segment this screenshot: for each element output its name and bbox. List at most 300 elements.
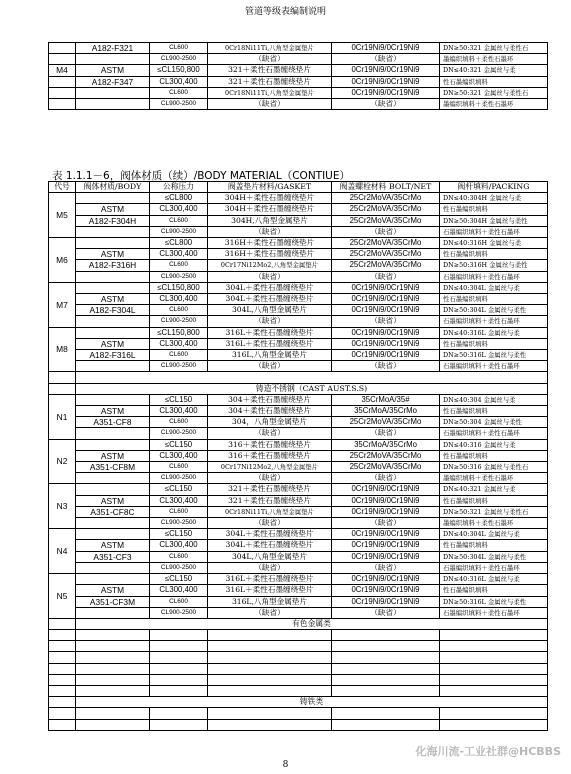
pressure-cell: CL900-2500 [150,271,208,282]
table-row [49,529,548,540]
bolt-cell: （缺省） [332,428,440,439]
table-row [49,394,548,405]
gasket-cell: 304L,八角型金属垫片 [208,305,332,316]
header-packing: 阀杆填料/PACKING [440,182,548,193]
pressure-cell [150,652,208,663]
bolt-cell: 0Cr19Ni9/0Cr19Ni9 [332,596,440,607]
packing-cell: DN≤40:321 金属丝与柔 [440,484,548,495]
gasket-cell: （缺省） [208,54,332,65]
material-cell [76,226,150,237]
pressure-cell: ≤CL150,800 [150,327,208,338]
material-cell [76,54,150,65]
pressure-cell: CL600 [150,350,208,361]
gasket-cell: 316H＋柔性石墨缠绕垫片 [208,238,332,249]
bolt-cell: 0Cr19Ni9/0Cr19Ni9 [332,43,440,54]
bolt-cell [332,686,440,697]
table-row [49,226,548,237]
code-cell: M4 [49,65,76,76]
gasket-cell: （缺省） [208,428,332,439]
pressure-cell [150,641,208,652]
code-cell: M6 [49,238,76,283]
bolt-cell: 0Cr19Ni9/0Cr19Ni9 [332,506,440,517]
bolt-cell: 25Cr2MoVA/35CrMo [332,417,440,428]
packing-cell: DN≥50:316L 金属丝与柔性 [440,596,548,607]
bolt-cell: 0Cr19Ni9/0Cr19Ni9 [332,529,440,540]
table-row [49,327,548,338]
code-cell: M5 [49,193,76,238]
table-row [49,316,548,327]
packing-cell: 石墨编织填料＋柔性石墨环 [440,562,548,573]
packing-cell: 性石墨编织填料 [440,450,548,461]
bolt-cell: 25Cr2MoVA/35CrMo [332,215,440,226]
material-cell [76,686,150,697]
gasket-cell: 316L＋柔性石墨缠绕垫片 [208,327,332,338]
pressure-cell: CL600 [150,305,208,316]
pressure-cell: CL300,400 [150,249,208,260]
bolt-cell: 25Cr2MoVA/35CrMo [332,204,440,215]
pressure-cell: CL600 [150,417,208,428]
code-cell [49,674,76,685]
table-row [49,99,548,110]
gasket-cell: 304L＋柔性石墨缠绕垫片 [208,282,332,293]
gasket-cell: 304H＋柔性石墨缠绕垫片 [208,193,332,204]
packing-cell [440,674,548,685]
material-cell [76,484,150,495]
top-continuation-table [48,42,548,110]
bolt-cell: （缺省） [332,54,440,65]
code-cell [49,383,76,394]
material-cell: A182-F304H [76,215,150,226]
packing-cell: 性石墨编织填料 [440,294,548,305]
packing-cell: DN≤40:316L 金属丝与柔 [440,574,548,585]
material-cell [76,238,150,249]
bolt-cell: 0Cr19Ni9/0Cr19Ni9 [332,65,440,76]
bolt-cell [332,652,440,663]
packing-cell: DN≤40:304 金属丝与柔 [440,394,548,405]
material-cell: A351-CF8M [76,462,150,473]
table-row [49,361,548,372]
table-row [49,305,548,316]
code-cell [49,618,76,629]
bolt-cell: （缺省） [332,361,440,372]
gasket-cell: 304，八角型金属垫片 [208,417,332,428]
gasket-cell: 304L＋柔性石墨缠绕垫片 [208,529,332,540]
packing-cell: 性石墨编织填料 [440,585,548,596]
pressure-cell [150,686,208,697]
gasket-cell: 0Cr17Ni12Mo2,八角型金属垫片 [208,260,332,271]
bolt-cell: 25Cr2MoVA/35CrMo [332,462,440,473]
bolt-cell: （缺省） [332,518,440,529]
packing-cell: 石墨编织填料＋柔性石墨环 [440,607,548,618]
pressure-cell [150,708,208,719]
table-row [49,439,548,450]
pressure-cell: CL900-2500 [150,428,208,439]
bolt-cell: （缺省） [332,226,440,237]
packing-cell: 性石墨编织填料 [440,204,548,215]
gasket-cell [208,708,332,719]
packing-cell: DN≥50:304L 金属丝与柔性 [440,305,548,316]
gasket-cell: 321＋柔性石墨缠绕垫片 [208,495,332,506]
packing-cell: 石墨编织填料＋柔性石墨环 [440,271,548,282]
empty-row [49,641,548,652]
bolt-cell: 0Cr19Ni9/0Cr19Ni9 [332,484,440,495]
body-material-table [48,181,548,731]
code-cell: N2 [49,439,76,484]
table-row [49,54,548,65]
gasket-cell: （缺省） [208,99,332,110]
pressure-cell: CL300,400 [150,294,208,305]
table-row [49,450,548,461]
packing-cell [440,641,548,652]
gasket-cell [208,686,332,697]
pressure-cell: CL300,400 [150,76,208,87]
pressure-cell: CL900-2500 [150,562,208,573]
packing-cell: DN≤40:316H 金属丝与柔 [440,238,548,249]
material-cell [76,361,150,372]
material-cell: ASTM [76,540,150,551]
material-cell: ASTM [76,338,150,349]
pressure-cell: ≤CL800 [150,238,208,249]
bolt-cell [332,663,440,674]
packing-cell: 石墨编织填料＋柔性石墨环 [440,428,548,439]
bolt-cell: 35CrMoA/35CrMo [332,406,440,417]
material-cell [76,630,150,641]
gasket-cell: 321＋柔性石墨缠绕垫片 [208,65,332,76]
packing-cell: DN≥50:304L 金属丝与柔性 [440,551,548,562]
bolt-cell: 0Cr19Ni9/0Cr19Ni9 [332,350,440,361]
code-cell: N5 [49,574,76,619]
bolt-cell: 0Cr19Ni9/0Cr19Ni9 [332,540,440,551]
table-row [49,495,548,506]
pressure-cell: CL600 [150,260,208,271]
pressure-cell: CL600 [150,215,208,226]
pressure-cell: CL900-2500 [150,473,208,484]
table-row [49,87,548,98]
packing-cell: DN≥50:321 金属丝与柔性石 [440,43,548,54]
gasket-cell: 304L＋柔性石墨缠绕垫片 [208,540,332,551]
packing-cell [440,652,548,663]
table-row [49,574,548,585]
bolt-cell: 0Cr19Ni9/0Cr19Ni9 [332,585,440,596]
packing-cell: 石墨编织填料＋柔性石墨环 [440,316,548,327]
table-row [49,506,548,517]
bolt-cell: 25Cr2MoVA/35CrMo [332,249,440,260]
gasket-cell [208,663,332,674]
material-cell [76,271,150,282]
table-row [49,484,548,495]
pressure-cell: ≤CL150,800 [150,282,208,293]
gasket-cell: 316L＋柔性石墨缠绕垫片 [208,338,332,349]
pressure-cell: CL600 [150,87,208,98]
pressure-cell: CL900-2500 [150,361,208,372]
packing-cell: 墨编织填料＋柔性石墨环 [440,99,548,110]
packing-cell: 性石墨编织填料 [440,495,548,506]
header-body: 阀体材质/BODY [76,182,150,193]
packing-cell: DN≥50:316H 金属丝与柔性 [440,260,548,271]
gasket-cell: 321＋柔性石墨缠绕垫片 [208,484,332,495]
gasket-cell: 316L,八角型金属垫片 [208,596,332,607]
material-cell [76,708,150,719]
table-row [49,204,548,215]
bolt-cell: 25Cr2MoVA/35CrMo [332,238,440,249]
pressure-cell [150,630,208,641]
table-row [49,562,548,573]
gasket-cell: 316＋柔性石墨缠绕垫片 [208,439,332,450]
table-row [49,596,548,607]
gasket-cell: 0Cr18Ni11Ti,八角型金属垫片 [208,43,332,54]
pressure-cell: CL300,400 [150,338,208,349]
table-row [49,215,548,226]
packing-cell: DN≤40:304L 金属丝与柔 [440,529,548,540]
blank-row [49,372,548,383]
table-row [49,540,548,551]
code-cell [49,708,76,719]
pressure-cell: ≤CL150 [150,484,208,495]
material-cell [76,719,150,730]
header-pressure: 公称压力 [150,182,208,193]
table-row [49,294,548,305]
table-row [49,406,548,417]
material-cell [76,439,150,450]
code-cell [49,372,76,383]
bolt-cell: 25Cr2MoVA/35CrMo [332,260,440,271]
pressure-cell: ≤CL150 [150,574,208,585]
bolt-cell [332,708,440,719]
material-cell [76,193,150,204]
pressure-cell [150,674,208,685]
castiron-section-title: 铸铁类 [76,697,548,708]
pressure-cell: CL900-2500 [150,518,208,529]
bolt-cell: 0Cr19Ni9/0Cr19Ni9 [332,551,440,562]
empty-row [49,708,548,719]
code-cell [49,663,76,674]
bolt-cell: 0Cr19Ni9/0Cr19Ni9 [332,282,440,293]
gasket-cell: 304H＋柔性石墨缠绕垫片 [208,204,332,215]
gasket-cell [208,630,332,641]
gasket-cell: 304H,八角型金属垫片 [208,215,332,226]
table-row [49,585,548,596]
code-cell [49,43,76,54]
bolt-cell: （缺省） [332,271,440,282]
packing-cell [440,630,548,641]
table-row [49,417,548,428]
pressure-cell: CL300,400 [150,406,208,417]
empty-row [49,686,548,697]
gasket-cell: 304＋柔性石墨缠绕垫片 [208,406,332,417]
code-cell [49,99,76,110]
table-row [49,260,548,271]
material-cell [76,663,150,674]
packing-cell: DN≤40:304H 金属丝与柔 [440,193,548,204]
material-cell: ASTM [76,450,150,461]
pressure-cell: CL600 [150,462,208,473]
pressure-cell: CL600 [150,43,208,54]
gasket-cell: （缺省） [208,473,332,484]
bolt-cell: 0Cr19Ni9/0Cr19Ni9 [332,76,440,87]
section-title-row [49,697,548,708]
pressure-cell: ≤CL150 [150,394,208,405]
material-cell: A182-F316L [76,350,150,361]
pressure-cell: CL600 [150,551,208,562]
header-title: 管道等级表编制说明 [244,7,326,17]
material-cell [76,473,150,484]
gasket-cell [208,674,332,685]
table-row [49,76,548,87]
packing-cell: DN≤40:304L 金属丝与柔 [440,282,548,293]
material-cell: A351-CF8C [76,506,150,517]
packing-cell [440,686,548,697]
material-cell [76,99,150,110]
bolt-cell [332,674,440,685]
packing-cell: 性石墨编织填料 [440,338,548,349]
gasket-cell: 316L＋柔性石墨缠绕垫片 [208,574,332,585]
table-row [49,462,548,473]
packing-cell: 性石墨编织填料 [440,406,548,417]
code-cell: M8 [49,327,76,372]
material-cell: A182-F316H [76,260,150,271]
bolt-cell: 0Cr19Ni9/0Cr19Ni9 [332,495,440,506]
packing-cell: 性石墨编织填料 [440,76,548,87]
bolt-cell: （缺省） [332,473,440,484]
packing-cell: 墨编织填料＋柔性石墨环 [440,518,548,529]
bolt-cell: 0Cr19Ni9/0Cr19Ni9 [332,338,440,349]
material-cell [76,394,150,405]
material-cell: ASTM [76,249,150,260]
material-cell [76,327,150,338]
table-row [49,43,548,54]
material-cell [76,641,150,652]
pressure-cell: CL900-2500 [150,54,208,65]
gasket-cell: 316L,八角型金属垫片 [208,350,332,361]
packing-cell [440,708,548,719]
gasket-cell: （缺省） [208,562,332,573]
table-row [49,238,548,249]
gasket-cell: （缺省） [208,271,332,282]
bolt-cell: 0Cr19Ni9/0Cr19Ni9 [332,327,440,338]
code-cell: N1 [49,394,76,439]
gasket-cell: 0Cr18Ni11Ti,八角型金属垫片 [208,87,332,98]
gasket-cell: （缺省） [208,361,332,372]
header-bolt: 阀盖螺栓材料 BOLT/NET [332,182,440,193]
packing-cell [440,663,548,674]
bolt-cell: 25Cr2MoVA/35CrMo [332,450,440,461]
header-code: 代号 [49,182,76,193]
material-cell [76,518,150,529]
table-row [49,282,548,293]
bolt-cell: （缺省） [332,607,440,618]
packing-cell: DN≥50:321 金属丝与柔性石 [440,87,548,98]
material-cell [76,428,150,439]
gasket-cell: 0Cr17Ni12Mo2,八角型金属垫片 [208,462,332,473]
gasket-cell: （缺省） [208,316,332,327]
material-cell: ASTM [76,204,150,215]
packing-cell: DN≥50:316 金属丝与柔性石 [440,462,548,473]
packing-cell: 墨编织填料＋柔性石墨环 [440,473,548,484]
packing-cell: DN≥50:316L 金属丝与柔性 [440,350,548,361]
bolt-cell: 0Cr19Ni9/0Cr19Ni9 [332,87,440,98]
material-cell [76,607,150,618]
gasket-cell: 316L＋柔性石墨缠绕垫片 [208,585,332,596]
table-caption: 表 1.1.1－6，阀体材质（续）/BODY MATERIAL（CONTIUE） [52,170,350,182]
table-row [49,518,548,529]
gasket-cell: 304L＋柔性石墨缠绕垫片 [208,294,332,305]
pressure-cell: CL300,400 [150,204,208,215]
packing-cell: 石墨编织填料＋柔性石墨环 [440,226,548,237]
bolt-cell: 35CrMoA/35CrMo [332,439,440,450]
material-cell: A351-CF3M [76,596,150,607]
bolt-cell: （缺省） [332,316,440,327]
bolt-cell: 25Cr2MoVA/35CrMo [332,193,440,204]
material-cell: ASTM [76,294,150,305]
packing-cell: 墨编织填料＋柔性石墨环 [440,54,548,65]
bolt-cell [332,719,440,730]
packing-cell: DN≥50:304H 金属丝与柔性 [440,215,548,226]
section-title-row [49,383,548,394]
pressure-cell: CL300,400 [150,495,208,506]
table-row [49,249,548,260]
pressure-cell [150,719,208,730]
cast-section-title: 铸造不锈钢（CAST AUST.S.S) [76,383,548,394]
table-row [49,473,548,484]
pressure-cell: CL600 [150,596,208,607]
watermark: 化海川流-工业社群@HCBBS [415,745,561,758]
bolt-cell: 35CrMoA/35# [332,394,440,405]
pressure-cell: ≤CL150,800 [150,65,208,76]
gasket-cell: 0Cr18Ni11Ti,八角型金属垫片 [208,506,332,517]
code-cell [49,641,76,652]
packing-cell: 性石墨编织填料 [440,249,548,260]
page-number: 8 [282,760,289,770]
gasket-cell: （缺省） [208,607,332,618]
table-row [49,271,548,282]
empty-row [49,719,548,730]
bolt-cell: 0Cr19Ni9/0Cr19Ni9 [332,574,440,585]
packing-cell: DN≤40:321 金属丝与柔 [440,65,548,76]
table-row [49,350,548,361]
gasket-cell: 321＋柔性石墨缠绕垫片 [208,76,332,87]
code-cell [49,630,76,641]
pressure-cell: ≤CL150 [150,529,208,540]
code-cell [49,87,76,98]
packing-cell: 性石墨编织填料 [440,540,548,551]
pressure-cell: CL300,400 [150,585,208,596]
code-cell [49,719,76,730]
pressure-cell: CL300,400 [150,540,208,551]
table-row [49,551,548,562]
material-cell: A182-F347 [76,76,150,87]
table-row [49,428,548,439]
packing-cell: 石墨编织填料＋柔性石墨环 [440,361,548,372]
packing-cell: DN≥50:321 金属丝与柔性石 [440,506,548,517]
table-row [49,65,548,76]
pressure-cell: ≤CL150 [150,439,208,450]
gasket-cell [208,652,332,663]
empty-row [49,663,548,674]
material-cell [76,529,150,540]
gasket-cell [208,719,332,730]
material-cell: A351-CF8 [76,417,150,428]
code-cell: N4 [49,529,76,574]
code-cell [49,697,76,708]
pressure-cell: CL600 [150,506,208,517]
material-cell [76,674,150,685]
table-row [49,607,548,618]
pressure-cell [150,663,208,674]
pressure-cell: ≤CL800 [150,193,208,204]
bolt-cell [332,641,440,652]
code-cell [49,652,76,663]
gasket-cell: 304L,八角型金属垫片 [208,551,332,562]
